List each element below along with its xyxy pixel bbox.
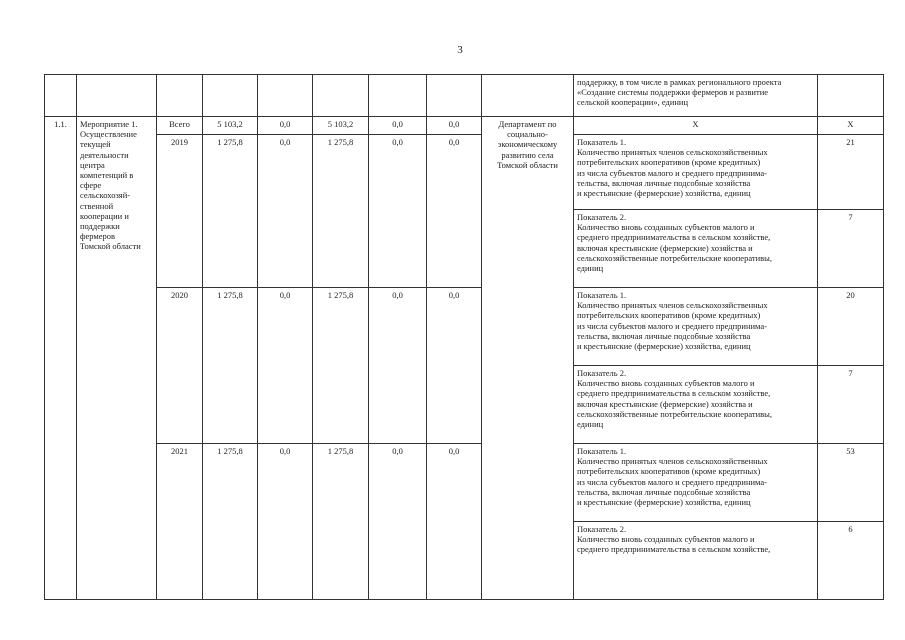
page-number: 3 (457, 44, 463, 56)
event-name (77, 117, 157, 600)
text-line: Мероприятие 1. (80, 119, 138, 129)
text-line: тельства, включая личные подсобные хозяйства (577, 177, 751, 188)
target-placeholder: Х (818, 117, 884, 135)
text-line: и крестьянские (фермерские) хозяйства, единиц (577, 341, 751, 352)
text-line: и крестьянские (фермерские) хозяйства, единиц (577, 188, 751, 199)
text-line: Количество вновь созданных субъектов малого и (577, 222, 755, 233)
text-line: кооперации и (80, 210, 129, 221)
funding-value: 1 275,8 (203, 135, 258, 288)
text-line: Количество принятых членов сельскохозяйственных (577, 300, 768, 311)
funding-value: 0,0 (258, 117, 313, 135)
text-line: ственной (80, 200, 114, 211)
year-cell: 2020 (157, 288, 203, 444)
funding-value: 5 103,2 (203, 117, 258, 135)
funding-value: 0,0 (427, 444, 482, 600)
funding-value: 1 275,8 (203, 288, 258, 444)
text-line: Показатель 1. (577, 446, 627, 456)
funding-value: 0,0 (369, 135, 427, 288)
funding-value: 0,0 (427, 117, 482, 135)
text-line: Показатель 2. (577, 524, 627, 534)
text-line: Показатель 2. (577, 212, 627, 222)
indicator-cell (574, 444, 818, 522)
funding-value: 1 275,8 (313, 444, 369, 600)
indicator-cell (574, 210, 818, 288)
text-line: из числа субъектов малого и среднего предпринима- (577, 167, 767, 178)
text-line: потребительских кооперативов (кроме кредитных) (577, 310, 761, 321)
text-line: экономическому (497, 139, 558, 150)
text-line: потребительских кооперативов (кроме кредитных) (577, 157, 761, 168)
funding-value: 0,0 (258, 288, 313, 444)
text-line: Показатель 2. (577, 368, 627, 378)
year-cell: 2021 (157, 444, 203, 600)
text-line: включая крестьянские (фермерские) хозяйства и (577, 398, 753, 409)
indicator-cell (574, 366, 818, 444)
text-line: сельской кооперации», единиц (577, 97, 689, 108)
text-line: социально- (507, 129, 548, 140)
text-line: сельскохозяйственные потребительские кооперативы, (577, 408, 772, 419)
text-line: поддержки (80, 221, 120, 232)
funding-value: 0,0 (427, 288, 482, 444)
text-line: сельскохозяйственные потребительские кооперативы, (577, 252, 772, 263)
text-line: включая крестьянские (фермерские) хозяйства и (577, 242, 753, 253)
funding-value: 5 103,2 (313, 117, 369, 135)
text-line: из числа субъектов малого и среднего предпринима- (577, 476, 767, 487)
text-line: из числа субъектов малого и среднего предпринима- (577, 320, 767, 331)
funding-value: 0,0 (369, 288, 427, 444)
indicator-target: 21 (818, 135, 884, 210)
text-line: текущей (80, 139, 111, 150)
text-line: Количество вновь созданных субъектов малого и (577, 534, 755, 545)
text-line: потребительских кооперативов (кроме кредитных) (577, 466, 761, 477)
text-line: и крестьянские (фермерские) хозяйства, единиц (577, 497, 751, 508)
text-line: компетенций в (80, 170, 134, 181)
text-line: единиц (577, 419, 604, 430)
funding-value: 0,0 (427, 135, 482, 288)
text-line: деятельности (80, 149, 129, 160)
text-line: фермеров (80, 231, 116, 242)
text-line: сельскохозяй- (80, 190, 131, 201)
indicator-cell (574, 135, 818, 210)
year-cell: 2019 (157, 135, 203, 288)
text-line: поддержку, в том числе в рамках регионального проекта (577, 77, 782, 87)
text-line: Показатель 1. (577, 290, 627, 300)
text-line: Количество принятых членов сельскохозяйственных (577, 147, 768, 158)
text-line: Показатель 1. (577, 137, 627, 147)
text-line: среднего предпринимательства в сельском хозяйстве, (577, 544, 771, 555)
indicator-row (45, 135, 884, 210)
text-line: Томской области (497, 159, 558, 170)
indicator-target: 20 (818, 288, 884, 366)
indicator-target: 53 (818, 444, 884, 522)
text-line: «Создание системы поддержки фермеров и развитие (577, 87, 769, 98)
text-line: среднего предпринимательства в сельском хозяйстве, (577, 232, 771, 243)
funding-value: 0,0 (369, 117, 427, 135)
indicator-target: 6 (818, 522, 884, 600)
text-line: Количество принятых членов сельскохозяйственных (577, 456, 768, 467)
funding-value: 0,0 (258, 444, 313, 600)
event-number: 1.1. (45, 117, 77, 600)
text-line: тельства, включая личные подсобные хозяйства (577, 486, 751, 497)
continued-indicator-cell (574, 75, 818, 117)
funding-value: 1 275,8 (203, 444, 258, 600)
funding-value: 1 275,8 (313, 288, 369, 444)
indicator-cell (574, 288, 818, 366)
funding-value: 0,0 (369, 444, 427, 600)
program-table (44, 74, 884, 600)
text-line: Количество вновь созданных субъектов малого и (577, 378, 755, 389)
text-line: центра (80, 159, 105, 170)
indicator-target: 7 (818, 366, 884, 444)
executor-cell (482, 117, 574, 600)
indicator-target: 7 (818, 210, 884, 288)
continuation-row (45, 75, 884, 117)
year-cell: Всего (157, 117, 203, 135)
text-line: Томской области (80, 241, 141, 252)
text-line: единиц (577, 263, 604, 274)
indicator-placeholder: Х (574, 117, 818, 135)
indicator-row (45, 288, 884, 366)
indicator-row (45, 444, 884, 522)
text-line: сфере (80, 180, 102, 191)
text-line: развитию села (501, 149, 554, 160)
total-row (45, 117, 884, 135)
text-line: Осуществление (80, 129, 137, 140)
indicator-cell (574, 522, 818, 600)
funding-value: 1 275,8 (313, 135, 369, 288)
text-line: среднего предпринимательства в сельском хозяйстве, (577, 388, 771, 399)
funding-value: 0,0 (258, 135, 313, 288)
text-line: тельства, включая личные подсобные хозяйства (577, 330, 751, 341)
text-line: Департамент по (498, 119, 557, 129)
